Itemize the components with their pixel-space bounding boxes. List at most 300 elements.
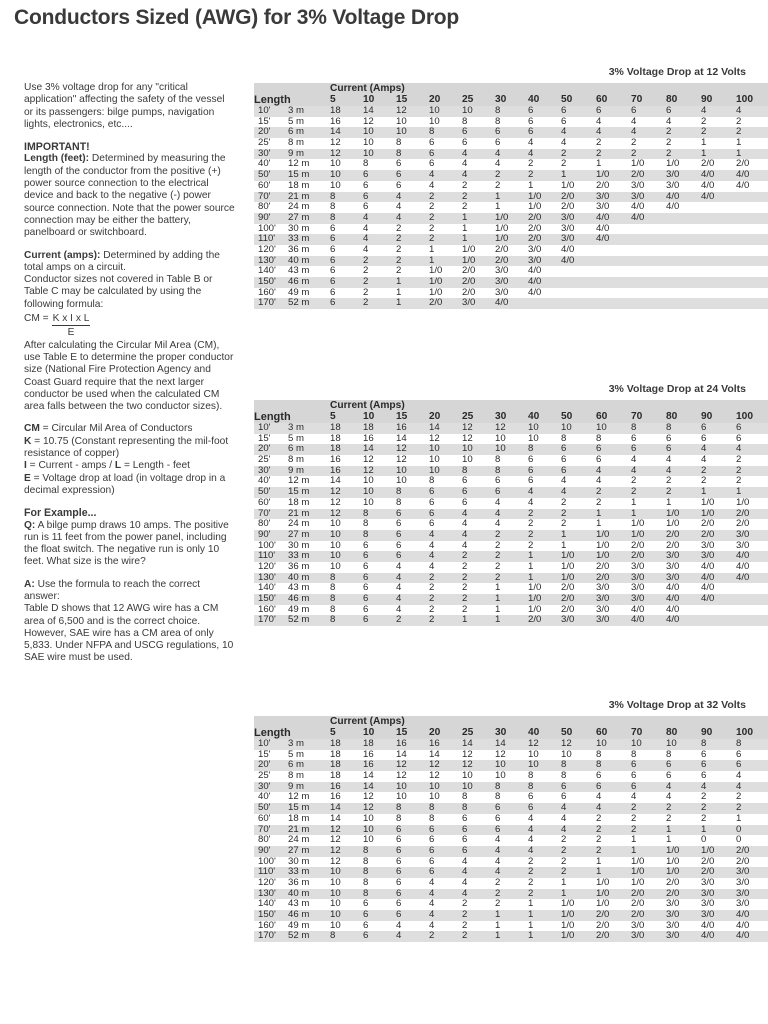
awg-cell: 4 xyxy=(495,496,501,508)
awg-cell: 4 xyxy=(701,454,707,466)
awg-cell: 6 xyxy=(330,243,336,255)
awg-cell xyxy=(701,277,736,288)
awg-cell: 12 xyxy=(396,454,407,466)
awg-cell: 2/0 xyxy=(666,539,680,551)
awg-cell: 1 xyxy=(596,158,602,170)
awg-cell: 4 xyxy=(631,454,637,466)
current-header-row xyxy=(254,716,768,728)
length-feet: 150' xyxy=(258,593,276,605)
length-feet: 170' xyxy=(258,297,276,309)
length-meters: 27 m xyxy=(288,528,310,540)
length-feet: 60' xyxy=(258,179,271,191)
amps-column-header: 15 xyxy=(396,411,408,423)
length-feet: 40' xyxy=(258,158,271,170)
awg-cell: 2 xyxy=(631,802,637,814)
amps-column-header: 15 xyxy=(396,94,408,106)
awg-cell: 6 xyxy=(363,179,369,191)
awg-cell: 10 xyxy=(495,770,506,782)
awg-cell: 4 xyxy=(631,126,637,138)
length-feet: 160' xyxy=(258,286,276,298)
awg-cell: 12 xyxy=(396,443,407,455)
awg-cell: 12 xyxy=(561,738,572,750)
awg-cell: 2 xyxy=(363,276,369,288)
amps-column-header: 90 xyxy=(701,727,713,739)
awg-cell: 6 xyxy=(363,614,369,626)
awg-cell: 12 xyxy=(330,823,341,835)
amps-column-header: 10 xyxy=(363,727,375,739)
awg-cell: 4 xyxy=(495,834,501,846)
awg-cell: 2 xyxy=(528,507,534,519)
awg-cell: 4 xyxy=(495,844,501,856)
awg-cell: 6 xyxy=(462,823,468,835)
awg-cell: 1/0 xyxy=(429,276,443,288)
awg-cell xyxy=(701,605,736,616)
awg-cell: 6 xyxy=(736,422,742,434)
awg-cell: 6 xyxy=(495,137,501,149)
awg-cell: 6 xyxy=(528,464,534,476)
current-label: Current (amps): xyxy=(24,249,101,261)
awg-cell: 2/0 xyxy=(596,919,610,931)
awg-cell: 2 xyxy=(736,791,742,803)
awg-cell: 16 xyxy=(363,432,374,444)
awg-cell: 6 xyxy=(736,748,742,760)
awg-cell: 8 xyxy=(736,738,742,750)
awg-cell: 4/0 xyxy=(596,211,610,223)
awg-cell: 10 xyxy=(330,560,341,572)
awg-cell: 2/0 xyxy=(701,518,715,530)
awg-cell: 8 xyxy=(330,603,336,615)
awg-cell: 3/0 xyxy=(561,614,575,626)
awg-cell: 4 xyxy=(363,222,369,234)
length-feet: 70' xyxy=(258,190,271,202)
awg-cell xyxy=(666,234,701,245)
length-meters: 36 m xyxy=(288,876,310,888)
awg-cell: 2 xyxy=(429,201,435,213)
awg-cell: 3/0 xyxy=(666,550,680,562)
awg-cell: 8 xyxy=(495,454,501,466)
example-heading: For Example... xyxy=(24,507,97,520)
awg-cell: 1 xyxy=(396,297,402,309)
awg-cell: 3/0 xyxy=(736,898,750,910)
awg-cell: 4 xyxy=(462,887,468,899)
awg-cell: 1 xyxy=(666,834,672,846)
awg-cell xyxy=(631,224,666,235)
awg-cell: 1/0 xyxy=(462,243,476,255)
awg-cell: 2 xyxy=(462,930,468,942)
table-title-24v: 3% Voltage Drop at 24 Volts xyxy=(608,383,746,395)
length-feet: 140' xyxy=(258,265,276,277)
awg-cell: 6 xyxy=(561,443,567,455)
length-meters: 40 m xyxy=(288,571,310,583)
awg-cell: 3/0 xyxy=(561,222,575,234)
awg-cell: 2 xyxy=(666,475,672,487)
awg-cell: 2 xyxy=(462,919,468,931)
awg-cell: 12 xyxy=(462,422,473,434)
awg-cell: 6 xyxy=(363,593,369,605)
awg-cell: 2 xyxy=(666,486,672,498)
awg-cell: 6 xyxy=(462,844,468,856)
awg-cell: 8 xyxy=(528,780,534,792)
awg-cell: 4 xyxy=(631,115,637,127)
awg-cell: 1 xyxy=(631,496,637,508)
awg-cell: 8 xyxy=(363,876,369,888)
awg-cell: 18 xyxy=(330,738,341,750)
awg-cell: 6 xyxy=(561,791,567,803)
awg-cell: 2 xyxy=(495,550,501,562)
awg-cell: 4/0 xyxy=(596,222,610,234)
awg-cell: 3/0 xyxy=(631,560,645,572)
awg-cell: 4/0 xyxy=(701,169,715,181)
awg-cell: 10 xyxy=(462,443,473,455)
length-meters: 18 m xyxy=(288,812,310,824)
awg-cell: 4 xyxy=(429,898,435,910)
awg-cell: 6 xyxy=(495,823,501,835)
length-feet: 140' xyxy=(258,582,276,594)
awg-cell: 2 xyxy=(561,158,567,170)
awg-cell: 6 xyxy=(528,475,534,487)
awg-cell: 4 xyxy=(596,802,602,814)
awg-cell: 4 xyxy=(528,823,534,835)
awg-cell: 10 xyxy=(363,812,374,824)
awg-cell xyxy=(666,245,701,256)
awg-cell: 4 xyxy=(561,126,567,138)
awg-cell: 4/0 xyxy=(736,930,750,942)
awg-cell: 1 xyxy=(528,550,534,562)
amps-column-header: 100 xyxy=(736,411,753,423)
awg-cell: 2 xyxy=(495,539,501,551)
awg-cell: 6 xyxy=(396,909,402,921)
awg-cell: 2/0 xyxy=(561,190,575,202)
awg-cell: 8 xyxy=(561,770,567,782)
awg-cell: 1/0 xyxy=(528,190,542,202)
awg-cell: 4 xyxy=(666,115,672,127)
awg-cell: 14 xyxy=(363,780,374,792)
awg-cell: 1 xyxy=(528,179,534,191)
awg-cell: 3/0 xyxy=(701,550,715,562)
awg-cell: 1/0 xyxy=(631,528,645,540)
length-feet: 100' xyxy=(258,539,276,551)
awg-cell: 10 xyxy=(429,454,440,466)
awg-cell: 6 xyxy=(429,866,435,878)
awg-cell: 16 xyxy=(330,780,341,792)
awg-cell: 18 xyxy=(330,770,341,782)
awg-cell: 1/0 xyxy=(561,550,575,562)
awg-cell: 6 xyxy=(561,454,567,466)
answer xyxy=(24,579,236,604)
length-meters: 46 m xyxy=(288,909,310,921)
awg-cell xyxy=(736,213,768,224)
awg-cell: 3/0 xyxy=(666,919,680,931)
awg-cell: 3/0 xyxy=(666,909,680,921)
awg-cell: 2 xyxy=(596,137,602,149)
awg-cell: 2 xyxy=(528,876,534,888)
length-meters: 9 m xyxy=(288,780,304,792)
awg-cell: 18 xyxy=(330,432,341,444)
awg-cell: 4 xyxy=(736,105,742,117)
awg-cell: 2 xyxy=(462,560,468,572)
awg-cell: 2/0 xyxy=(701,528,715,540)
awg-cell: 2 xyxy=(528,866,534,878)
amps-column-header: 20 xyxy=(429,94,441,106)
awg-cell: 1/0 xyxy=(701,507,715,519)
awg-cell: 8 xyxy=(330,614,336,626)
def-k-text: = 10.75 (Constant representing the mil-foot resistance of copper) xyxy=(24,435,229,460)
header-spacer xyxy=(254,83,330,95)
awg-cell: 1 xyxy=(736,812,742,824)
awg-cell: 1/0 xyxy=(561,919,575,931)
awg-cell: 1 xyxy=(396,276,402,288)
awg-cell: 8 xyxy=(429,475,435,487)
awg-cell: 8 xyxy=(330,930,336,942)
awg-cell: 2/0 xyxy=(528,233,542,245)
length-feet: 130' xyxy=(258,887,276,899)
length-meters: 27 m xyxy=(288,844,310,856)
awg-cell: 2 xyxy=(701,115,707,127)
awg-cell: 6 xyxy=(596,780,602,792)
awg-cell: 4/0 xyxy=(701,571,715,583)
length-meters: 12 m xyxy=(288,158,310,170)
awg-cell: 12 xyxy=(429,759,440,771)
awg-cell xyxy=(701,224,736,235)
awg-cell: 2 xyxy=(736,802,742,814)
awg-cell: 2 xyxy=(596,844,602,856)
awg-cell: 2 xyxy=(561,507,567,519)
awg-cell: 4 xyxy=(396,190,402,202)
awg-cell: 12 xyxy=(330,147,341,159)
awg-cell: 18 xyxy=(330,748,341,760)
amps-column-header: 30 xyxy=(495,94,507,106)
awg-cell: 3/0 xyxy=(666,560,680,572)
awg-cell: 2 xyxy=(396,265,402,277)
awg-cell xyxy=(736,605,768,616)
awg-cell: 6 xyxy=(429,834,435,846)
awg-cell: 4/0 xyxy=(561,243,575,255)
awg-cell: 10 xyxy=(528,748,539,760)
awg-cell: 1/0 xyxy=(561,909,575,921)
awg-cell xyxy=(596,266,631,277)
awg-cell: 4 xyxy=(561,475,567,487)
awg-cell: 2/0 xyxy=(528,211,542,223)
awg-cell: 4/0 xyxy=(666,603,680,615)
awg-cell: 2 xyxy=(736,464,742,476)
length-meters: 27 m xyxy=(288,211,310,223)
awg-cell: 1 xyxy=(701,137,707,149)
awg-cell: 16 xyxy=(363,759,374,771)
awg-cell: 14 xyxy=(429,422,440,434)
formula-lhs: CM = xyxy=(24,313,49,325)
amps-column-header: 70 xyxy=(631,411,643,423)
awg-cell: 16 xyxy=(330,464,341,476)
awg-cell: 2/0 xyxy=(561,582,575,594)
awg-cell: 8 xyxy=(631,748,637,760)
awg-cell: 4 xyxy=(561,823,567,835)
length-feet: 15' xyxy=(258,748,271,760)
awg-cell: 12 xyxy=(396,759,407,771)
length-feet: 80' xyxy=(258,834,271,846)
awg-cell: 12 xyxy=(330,844,341,856)
length-meters: 40 m xyxy=(288,887,310,899)
awg-cell: 6 xyxy=(495,486,501,498)
awg-cell: 6 xyxy=(330,222,336,234)
length-feet: 15' xyxy=(258,432,271,444)
awg-cell xyxy=(666,288,701,299)
length-feet: 80' xyxy=(258,201,271,213)
def-cm xyxy=(24,423,236,435)
awg-cell: 1/0 xyxy=(666,507,680,519)
awg-cell: 3/0 xyxy=(596,201,610,213)
awg-cell: 6 xyxy=(528,454,534,466)
awg-cell: 4/0 xyxy=(666,201,680,213)
awg-cell: 10 xyxy=(330,158,341,170)
awg-cell: 4/0 xyxy=(596,233,610,245)
length-feet: 70' xyxy=(258,507,271,519)
length-meters: 24 m xyxy=(288,834,310,846)
awg-cell: 1/0 xyxy=(701,496,715,508)
awg-cell: 2/0 xyxy=(528,614,542,626)
length-meters: 46 m xyxy=(288,276,310,288)
length-feet: 150' xyxy=(258,909,276,921)
awg-cell: 10 xyxy=(330,550,341,562)
length-feet: 70' xyxy=(258,823,271,835)
awg-cell xyxy=(561,277,596,288)
awg-cell: 6 xyxy=(330,276,336,288)
awg-cell xyxy=(701,256,736,267)
awg-cell: 10 xyxy=(330,539,341,551)
length-meters: 49 m xyxy=(288,603,310,615)
length-meters: 33 m xyxy=(288,866,310,878)
awg-cell: 1 xyxy=(528,919,534,931)
awg-cell: 10 xyxy=(396,115,407,127)
length-feet: 40' xyxy=(258,475,271,487)
awg-cell: 8 xyxy=(561,759,567,771)
awg-cell: 6 xyxy=(528,105,534,117)
length-meters: 6 m xyxy=(288,443,304,455)
awg-cell: 2 xyxy=(462,909,468,921)
awg-cell: 8 xyxy=(396,496,402,508)
awg-cell: 2 xyxy=(561,844,567,856)
awg-cell xyxy=(631,234,666,245)
length-meters: 15 m xyxy=(288,802,310,814)
awg-cell: 2 xyxy=(396,243,402,255)
table-row xyxy=(254,498,768,509)
awg-cell: 2/0 xyxy=(561,603,575,615)
awg-cell: 10 xyxy=(462,454,473,466)
awg-cell xyxy=(701,234,736,245)
awg-cell: 1/0 xyxy=(596,539,610,551)
awg-cell: 2 xyxy=(596,147,602,159)
length-feet: 140' xyxy=(258,898,276,910)
awg-cell: 1 xyxy=(736,486,742,498)
awg-cell: 1/0 xyxy=(429,286,443,298)
awg-cell: 2 xyxy=(495,560,501,572)
awg-cell: 4 xyxy=(561,812,567,824)
length-feet: 60' xyxy=(258,496,271,508)
amps-column-header: 20 xyxy=(429,727,441,739)
awg-cell: 1 xyxy=(561,539,567,551)
awg-cell: 10 xyxy=(462,105,473,117)
awg-cell: 6 xyxy=(495,475,501,487)
length-meters: 21 m xyxy=(288,190,310,202)
awg-cell: 8 xyxy=(495,105,501,117)
awg-cell: 18 xyxy=(330,443,341,455)
awg-cell: 2 xyxy=(596,834,602,846)
awg-cell: 10 xyxy=(429,791,440,803)
amps-column-header: 90 xyxy=(701,411,713,423)
awg-cell: 10 xyxy=(330,898,341,910)
awg-cell xyxy=(666,213,701,224)
amps-column-header: 50 xyxy=(561,94,573,106)
length-meters: 3 m xyxy=(288,105,304,117)
def-e-key: E xyxy=(24,472,31,484)
awg-cell: 1 xyxy=(462,233,468,245)
awg-cell: 1 xyxy=(495,603,501,615)
awg-cell: 4/0 xyxy=(736,909,750,921)
awg-cell: 6 xyxy=(666,443,672,455)
awg-cell: 8 xyxy=(462,464,468,476)
awg-cell: 2 xyxy=(561,518,567,530)
awg-cell: 2 xyxy=(528,887,534,899)
awg-cell: 6 xyxy=(561,115,567,127)
awg-cell: 12 xyxy=(330,507,341,519)
header-spacer xyxy=(254,400,330,412)
awg-cell: 2 xyxy=(429,211,435,223)
awg-cell: 10 xyxy=(495,759,506,771)
awg-cell: 10 xyxy=(363,137,374,149)
awg-cell: 2 xyxy=(701,475,707,487)
length-feet: 90' xyxy=(258,211,271,223)
awg-cell: 8 xyxy=(330,211,336,223)
awg-cell: 6 xyxy=(666,105,672,117)
awg-cell: 8 xyxy=(495,780,501,792)
awg-cell: 8 xyxy=(363,518,369,530)
awg-cell xyxy=(701,615,736,626)
length-meters: 24 m xyxy=(288,201,310,213)
awg-cell: 2 xyxy=(429,930,435,942)
amps-column-header: 90 xyxy=(701,94,713,106)
awg-cell: 4 xyxy=(396,560,402,572)
awg-cell xyxy=(701,266,736,277)
awg-cell: 2 xyxy=(666,126,672,138)
awg-cell: 1/0 xyxy=(596,876,610,888)
awg-cell: 4/0 xyxy=(666,190,680,202)
awg-cell: 6 xyxy=(429,137,435,149)
awg-cell: 6 xyxy=(396,834,402,846)
awg-cell xyxy=(736,288,768,299)
awg-cell: 0 xyxy=(736,823,742,835)
awg-cell: 6 xyxy=(429,518,435,530)
awg-cell xyxy=(736,224,768,235)
awg-cell: 2 xyxy=(462,571,468,583)
awg-cell: 2 xyxy=(666,147,672,159)
current-text: Determined by adding the total amps on a circuit. xyxy=(24,249,220,273)
awg-cell: 4 xyxy=(495,855,501,867)
awg-cell: 2 xyxy=(561,496,567,508)
awg-cell: 3/0 xyxy=(666,179,680,191)
awg-cell: 4 xyxy=(666,464,672,476)
conductor-text: Conductor sizes not covered in Table B or Table C may be calculated by using the following formula: xyxy=(24,274,213,310)
awg-cell: 12 xyxy=(528,738,539,750)
awg-cell: 3/0 xyxy=(666,169,680,181)
formula-denominator: E xyxy=(67,327,75,339)
awg-cell: 4 xyxy=(596,475,602,487)
answer-text: Use the formula to reach the correct answer: xyxy=(24,578,201,602)
awg-cell: 10 xyxy=(396,780,407,792)
awg-cell xyxy=(666,277,701,288)
awg-cell: 4 xyxy=(396,930,402,942)
awg-cell: 3/0 xyxy=(736,876,750,888)
awg-cell: 1/0 xyxy=(596,898,610,910)
awg-cell: 4 xyxy=(429,876,435,888)
